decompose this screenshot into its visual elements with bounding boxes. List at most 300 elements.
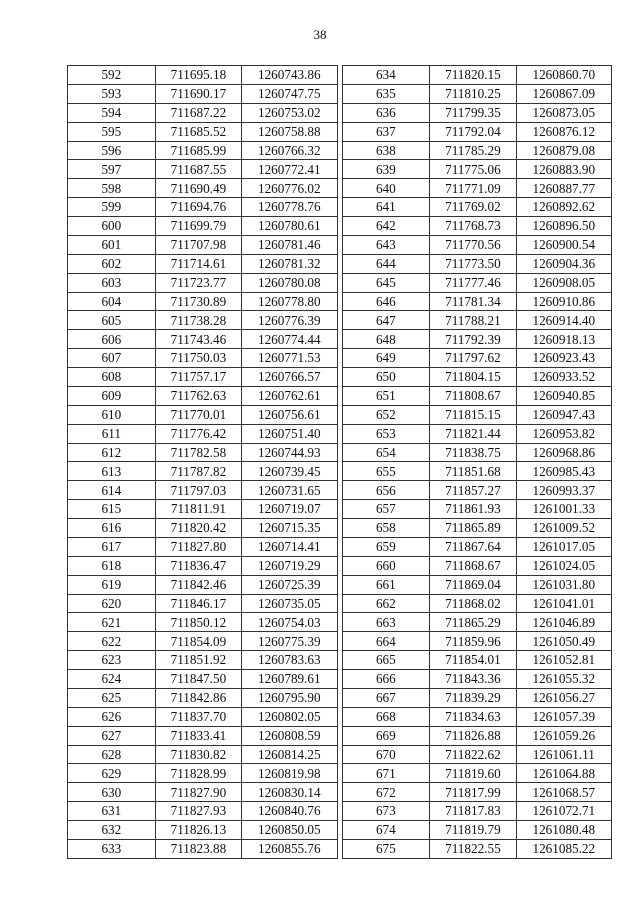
table-row	[342, 500, 612, 519]
x-coordinate-cell: 711797.62	[430, 349, 516, 368]
table-row	[68, 688, 338, 707]
point-number-cell: 631	[68, 802, 156, 821]
x-coordinate-cell: 711714.61	[155, 254, 241, 273]
y-coordinate-cell: 1260778.80	[242, 292, 337, 311]
y-coordinate-cell: 1260892.62	[516, 198, 611, 217]
table-row	[342, 651, 612, 670]
table-row	[342, 632, 612, 651]
point-number-cell: 636	[342, 103, 430, 122]
x-coordinate-cell: 711819.79	[430, 821, 516, 840]
table-row	[342, 349, 612, 368]
point-number-cell: 660	[342, 556, 430, 575]
point-number-cell: 642	[342, 217, 430, 236]
point-number-cell: 638	[342, 141, 430, 160]
y-coordinate-cell: 1260715.35	[242, 519, 337, 538]
x-coordinate-cell: 711833.41	[155, 726, 241, 745]
table-row	[342, 462, 612, 481]
point-number-cell: 653	[342, 424, 430, 443]
table-row	[342, 122, 612, 141]
x-coordinate-cell: 711792.39	[430, 330, 516, 349]
point-number-cell: 622	[68, 632, 156, 651]
table-row	[68, 443, 338, 462]
x-coordinate-cell: 711792.04	[430, 122, 516, 141]
x-coordinate-cell: 711819.60	[430, 764, 516, 783]
coordinates-table-left	[67, 65, 338, 859]
table-row	[68, 613, 338, 632]
table-row	[68, 103, 338, 122]
y-coordinate-cell: 1260776.02	[242, 179, 337, 198]
x-coordinate-cell: 711690.49	[155, 179, 241, 198]
x-coordinate-cell: 711817.99	[430, 783, 516, 802]
y-coordinate-cell: 1260780.61	[242, 217, 337, 236]
point-number-cell: 623	[68, 651, 156, 670]
x-coordinate-cell: 711865.29	[430, 613, 516, 632]
y-coordinate-cell: 1260744.93	[242, 443, 337, 462]
y-coordinate-cell: 1261046.89	[516, 613, 611, 632]
y-coordinate-cell: 1260766.57	[242, 368, 337, 387]
x-coordinate-cell: 711769.02	[430, 198, 516, 217]
y-coordinate-cell: 1260731.65	[242, 481, 337, 500]
y-coordinate-cell: 1261068.57	[516, 783, 611, 802]
point-number-cell: 671	[342, 764, 430, 783]
table-row	[68, 66, 338, 85]
table-row	[342, 424, 612, 443]
y-coordinate-cell: 1260918.13	[516, 330, 611, 349]
y-coordinate-cell: 1261061.11	[516, 745, 611, 764]
table-row	[342, 198, 612, 217]
x-coordinate-cell: 711687.22	[155, 103, 241, 122]
x-coordinate-cell: 711820.42	[155, 519, 241, 538]
y-coordinate-cell: 1260985.43	[516, 462, 611, 481]
point-number-cell: 592	[68, 66, 156, 85]
point-number-cell: 649	[342, 349, 430, 368]
x-coordinate-cell: 711827.80	[155, 537, 241, 556]
y-coordinate-cell: 1261041.01	[516, 594, 611, 613]
table-row	[68, 556, 338, 575]
y-coordinate-cell: 1260766.32	[242, 141, 337, 160]
table-row	[342, 386, 612, 405]
x-coordinate-cell: 711687.55	[155, 160, 241, 179]
point-number-cell: 632	[68, 821, 156, 840]
x-coordinate-cell: 711685.99	[155, 141, 241, 160]
table-row	[342, 217, 612, 236]
x-coordinate-cell: 711865.89	[430, 519, 516, 538]
point-number-cell: 625	[68, 688, 156, 707]
point-number-cell: 629	[68, 764, 156, 783]
table-row	[68, 141, 338, 160]
x-coordinate-cell: 711850.12	[155, 613, 241, 632]
y-coordinate-cell: 1260719.07	[242, 500, 337, 519]
point-number-cell: 640	[342, 179, 430, 198]
y-coordinate-cell: 1260879.08	[516, 141, 611, 160]
y-coordinate-cell: 1261072.71	[516, 802, 611, 821]
table-row	[68, 726, 338, 745]
table-row	[342, 66, 612, 85]
y-coordinate-cell: 1260896.50	[516, 217, 611, 236]
point-number-cell: 673	[342, 802, 430, 821]
y-coordinate-cell: 1260751.40	[242, 424, 337, 443]
table-row	[68, 273, 338, 292]
y-coordinate-cell: 1260873.05	[516, 103, 611, 122]
point-number-cell: 603	[68, 273, 156, 292]
y-coordinate-cell: 1260808.59	[242, 726, 337, 745]
table-row	[342, 802, 612, 821]
x-coordinate-cell: 711826.88	[430, 726, 516, 745]
table-row	[342, 726, 612, 745]
table-row	[342, 311, 612, 330]
table-row	[68, 235, 338, 254]
point-number-cell: 606	[68, 330, 156, 349]
point-number-cell: 645	[342, 273, 430, 292]
x-coordinate-cell: 711757.17	[155, 368, 241, 387]
point-number-cell: 627	[68, 726, 156, 745]
table-row	[68, 462, 338, 481]
x-coordinate-cell: 711867.64	[430, 537, 516, 556]
y-coordinate-cell: 1260781.46	[242, 235, 337, 254]
y-coordinate-cell: 1261055.32	[516, 670, 611, 689]
point-number-cell: 598	[68, 179, 156, 198]
point-number-cell: 596	[68, 141, 156, 160]
y-coordinate-cell: 1261052.81	[516, 651, 611, 670]
table-row	[342, 707, 612, 726]
y-coordinate-cell: 1260776.39	[242, 311, 337, 330]
x-coordinate-cell: 711817.83	[430, 802, 516, 821]
y-coordinate-cell: 1260771.53	[242, 349, 337, 368]
point-number-cell: 675	[342, 839, 430, 858]
point-number-cell: 615	[68, 500, 156, 519]
point-number-cell: 666	[342, 670, 430, 689]
y-coordinate-cell: 1260756.61	[242, 405, 337, 424]
y-coordinate-cell: 1260947.43	[516, 405, 611, 424]
x-coordinate-cell: 711804.15	[430, 368, 516, 387]
x-coordinate-cell: 711788.21	[430, 311, 516, 330]
x-coordinate-cell: 711773.50	[430, 254, 516, 273]
point-number-cell: 651	[342, 386, 430, 405]
table-row	[68, 594, 338, 613]
y-coordinate-cell: 1260883.90	[516, 160, 611, 179]
y-coordinate-cell: 1260772.41	[242, 160, 337, 179]
x-coordinate-cell: 711827.93	[155, 802, 241, 821]
table-row	[68, 349, 338, 368]
table-row	[342, 556, 612, 575]
x-coordinate-cell: 711836.47	[155, 556, 241, 575]
point-number-cell: 614	[68, 481, 156, 500]
table-row	[68, 575, 338, 594]
table-row	[68, 217, 338, 236]
table-row	[342, 443, 612, 462]
table-row	[68, 292, 338, 311]
table-row	[68, 330, 338, 349]
y-coordinate-cell: 1260850.05	[242, 821, 337, 840]
table-row	[342, 179, 612, 198]
point-number-cell: 609	[68, 386, 156, 405]
y-coordinate-cell: 1260814.25	[242, 745, 337, 764]
x-coordinate-cell: 711843.36	[430, 670, 516, 689]
y-coordinate-cell: 1260778.76	[242, 198, 337, 217]
table-row	[342, 141, 612, 160]
y-coordinate-cell: 1260819.98	[242, 764, 337, 783]
point-number-cell: 617	[68, 537, 156, 556]
y-coordinate-cell: 1260789.61	[242, 670, 337, 689]
y-coordinate-cell: 1260876.12	[516, 122, 611, 141]
table-row	[342, 103, 612, 122]
x-coordinate-cell: 711808.67	[430, 386, 516, 405]
point-number-cell: 661	[342, 575, 430, 594]
x-coordinate-cell: 711826.13	[155, 821, 241, 840]
x-coordinate-cell: 711699.79	[155, 217, 241, 236]
table-row	[342, 273, 612, 292]
point-number-cell: 628	[68, 745, 156, 764]
point-number-cell: 619	[68, 575, 156, 594]
table-row	[342, 821, 612, 840]
y-coordinate-cell: 1261001.33	[516, 500, 611, 519]
x-coordinate-cell: 711815.15	[430, 405, 516, 424]
y-coordinate-cell: 1260867.09	[516, 84, 611, 103]
x-coordinate-cell: 711776.42	[155, 424, 241, 443]
point-number-cell: 611	[68, 424, 156, 443]
point-number-cell: 604	[68, 292, 156, 311]
table-row	[342, 235, 612, 254]
table-row	[68, 764, 338, 783]
point-number-cell: 641	[342, 198, 430, 217]
point-number-cell: 616	[68, 519, 156, 538]
x-coordinate-cell: 711738.28	[155, 311, 241, 330]
x-coordinate-cell: 711762.63	[155, 386, 241, 405]
y-coordinate-cell: 1260933.52	[516, 368, 611, 387]
point-number-cell: 621	[68, 613, 156, 632]
y-coordinate-cell: 1260783.63	[242, 651, 337, 670]
table-row	[342, 368, 612, 387]
x-coordinate-cell: 711690.17	[155, 84, 241, 103]
table-row	[68, 537, 338, 556]
y-coordinate-cell: 1260735.05	[242, 594, 337, 613]
y-coordinate-cell: 1260953.82	[516, 424, 611, 443]
point-number-cell: 668	[342, 707, 430, 726]
x-coordinate-cell: 711854.01	[430, 651, 516, 670]
table-row	[342, 481, 612, 500]
y-coordinate-cell: 1260900.54	[516, 235, 611, 254]
point-number-cell: 665	[342, 651, 430, 670]
x-coordinate-cell: 711830.82	[155, 745, 241, 764]
table-row	[68, 707, 338, 726]
table-row	[342, 519, 612, 538]
x-coordinate-cell: 711851.92	[155, 651, 241, 670]
x-coordinate-cell: 711743.46	[155, 330, 241, 349]
y-coordinate-cell: 1261024.05	[516, 556, 611, 575]
point-number-cell: 608	[68, 368, 156, 387]
y-coordinate-cell: 1260719.29	[242, 556, 337, 575]
y-coordinate-cell: 1260855.76	[242, 839, 337, 858]
point-number-cell: 672	[342, 783, 430, 802]
x-coordinate-cell: 711857.27	[430, 481, 516, 500]
y-coordinate-cell: 1260795.90	[242, 688, 337, 707]
y-coordinate-cell: 1260743.86	[242, 66, 337, 85]
y-coordinate-cell: 1260758.88	[242, 122, 337, 141]
point-number-cell: 664	[342, 632, 430, 651]
point-number-cell: 658	[342, 519, 430, 538]
y-coordinate-cell: 1260714.41	[242, 537, 337, 556]
point-number-cell: 655	[342, 462, 430, 481]
x-coordinate-cell: 711842.46	[155, 575, 241, 594]
x-coordinate-cell: 711834.63	[430, 707, 516, 726]
y-coordinate-cell: 1260860.70	[516, 66, 611, 85]
point-number-cell: 601	[68, 235, 156, 254]
table-row	[342, 688, 612, 707]
point-number-cell: 674	[342, 821, 430, 840]
table-row	[68, 651, 338, 670]
point-number-cell: 630	[68, 783, 156, 802]
x-coordinate-cell: 711785.29	[430, 141, 516, 160]
x-coordinate-cell: 711770.56	[430, 235, 516, 254]
x-coordinate-cell: 711823.88	[155, 839, 241, 858]
x-coordinate-cell: 711771.09	[430, 179, 516, 198]
table-row	[68, 745, 338, 764]
point-number-cell: 613	[68, 462, 156, 481]
table-row	[342, 745, 612, 764]
table-row	[68, 198, 338, 217]
point-number-cell: 669	[342, 726, 430, 745]
table-row	[68, 424, 338, 443]
y-coordinate-cell: 1260780.08	[242, 273, 337, 292]
point-number-cell: 662	[342, 594, 430, 613]
x-coordinate-cell: 711851.68	[430, 462, 516, 481]
x-coordinate-cell: 711861.93	[430, 500, 516, 519]
point-number-cell: 607	[68, 349, 156, 368]
table-row	[342, 594, 612, 613]
table-row	[342, 292, 612, 311]
y-coordinate-cell: 1260940.85	[516, 386, 611, 405]
x-coordinate-cell: 711775.06	[430, 160, 516, 179]
y-coordinate-cell: 1260725.39	[242, 575, 337, 594]
table-row	[342, 783, 612, 802]
point-number-cell: 647	[342, 311, 430, 330]
point-number-cell: 663	[342, 613, 430, 632]
point-number-cell: 595	[68, 122, 156, 141]
x-coordinate-cell: 711799.35	[430, 103, 516, 122]
y-coordinate-cell: 1261057.39	[516, 707, 611, 726]
point-number-cell: 657	[342, 500, 430, 519]
y-coordinate-cell: 1261031.80	[516, 575, 611, 594]
point-number-cell: 659	[342, 537, 430, 556]
table-row	[68, 519, 338, 538]
x-coordinate-cell: 711810.25	[430, 84, 516, 103]
table-row	[342, 537, 612, 556]
table-row	[68, 670, 338, 689]
point-number-cell: 612	[68, 443, 156, 462]
table-row	[68, 368, 338, 387]
table-row	[342, 764, 612, 783]
table-row	[68, 179, 338, 198]
point-number-cell: 618	[68, 556, 156, 575]
point-number-cell: 594	[68, 103, 156, 122]
point-number-cell: 667	[342, 688, 430, 707]
point-number-cell: 656	[342, 481, 430, 500]
point-number-cell: 605	[68, 311, 156, 330]
x-coordinate-cell: 711770.01	[155, 405, 241, 424]
point-number-cell: 635	[342, 84, 430, 103]
table-row	[68, 821, 338, 840]
point-number-cell: 602	[68, 254, 156, 273]
x-coordinate-cell: 711685.52	[155, 122, 241, 141]
table-row	[342, 330, 612, 349]
x-coordinate-cell: 711839.29	[430, 688, 516, 707]
y-coordinate-cell: 1261017.05	[516, 537, 611, 556]
y-coordinate-cell: 1260802.05	[242, 707, 337, 726]
x-coordinate-cell: 711859.96	[430, 632, 516, 651]
x-coordinate-cell: 711750.03	[155, 349, 241, 368]
x-coordinate-cell: 711730.89	[155, 292, 241, 311]
point-number-cell: 644	[342, 254, 430, 273]
x-coordinate-cell: 711811.91	[155, 500, 241, 519]
y-coordinate-cell: 1260968.86	[516, 443, 611, 462]
y-coordinate-cell: 1260904.36	[516, 254, 611, 273]
x-coordinate-cell: 711838.75	[430, 443, 516, 462]
coordinates-table	[67, 65, 612, 857]
table-row	[68, 386, 338, 405]
x-coordinate-cell: 711842.86	[155, 688, 241, 707]
table-row	[68, 802, 338, 821]
point-number-cell: 652	[342, 405, 430, 424]
table-row	[342, 160, 612, 179]
y-coordinate-cell: 1260887.77	[516, 179, 611, 198]
x-coordinate-cell: 711820.15	[430, 66, 516, 85]
table-row	[342, 613, 612, 632]
y-coordinate-cell: 1260910.86	[516, 292, 611, 311]
x-coordinate-cell: 711797.03	[155, 481, 241, 500]
y-coordinate-cell: 1260908.05	[516, 273, 611, 292]
table-row	[68, 122, 338, 141]
point-number-cell: 610	[68, 405, 156, 424]
x-coordinate-cell: 711868.67	[430, 556, 516, 575]
point-number-cell: 639	[342, 160, 430, 179]
x-coordinate-cell: 711827.90	[155, 783, 241, 802]
y-coordinate-cell: 1260993.37	[516, 481, 611, 500]
y-coordinate-cell: 1261050.49	[516, 632, 611, 651]
table-row	[68, 84, 338, 103]
point-number-cell: 654	[342, 443, 430, 462]
x-coordinate-cell: 711869.04	[430, 575, 516, 594]
x-coordinate-cell: 711707.98	[155, 235, 241, 254]
x-coordinate-cell: 711828.99	[155, 764, 241, 783]
x-coordinate-cell: 711868.02	[430, 594, 516, 613]
point-number-cell: 599	[68, 198, 156, 217]
point-number-cell: 650	[342, 368, 430, 387]
point-number-cell: 597	[68, 160, 156, 179]
table-row	[342, 254, 612, 273]
point-number-cell: 646	[342, 292, 430, 311]
point-number-cell: 670	[342, 745, 430, 764]
x-coordinate-cell: 711768.73	[430, 217, 516, 236]
y-coordinate-cell: 1260774.44	[242, 330, 337, 349]
x-coordinate-cell: 711777.46	[430, 273, 516, 292]
x-coordinate-cell: 711781.34	[430, 292, 516, 311]
point-number-cell: 593	[68, 84, 156, 103]
table-row	[68, 481, 338, 500]
x-coordinate-cell: 711695.18	[155, 66, 241, 85]
y-coordinate-cell: 1260739.45	[242, 462, 337, 481]
y-coordinate-cell: 1260923.43	[516, 349, 611, 368]
coordinates-table-right	[342, 65, 613, 859]
y-coordinate-cell: 1261085.22	[516, 839, 611, 858]
table-row	[342, 405, 612, 424]
table-row	[342, 84, 612, 103]
y-coordinate-cell: 1260753.02	[242, 103, 337, 122]
y-coordinate-cell: 1261064.88	[516, 764, 611, 783]
y-coordinate-cell: 1260754.03	[242, 613, 337, 632]
y-coordinate-cell: 1260840.76	[242, 802, 337, 821]
point-number-cell: 626	[68, 707, 156, 726]
x-coordinate-cell: 711694.76	[155, 198, 241, 217]
